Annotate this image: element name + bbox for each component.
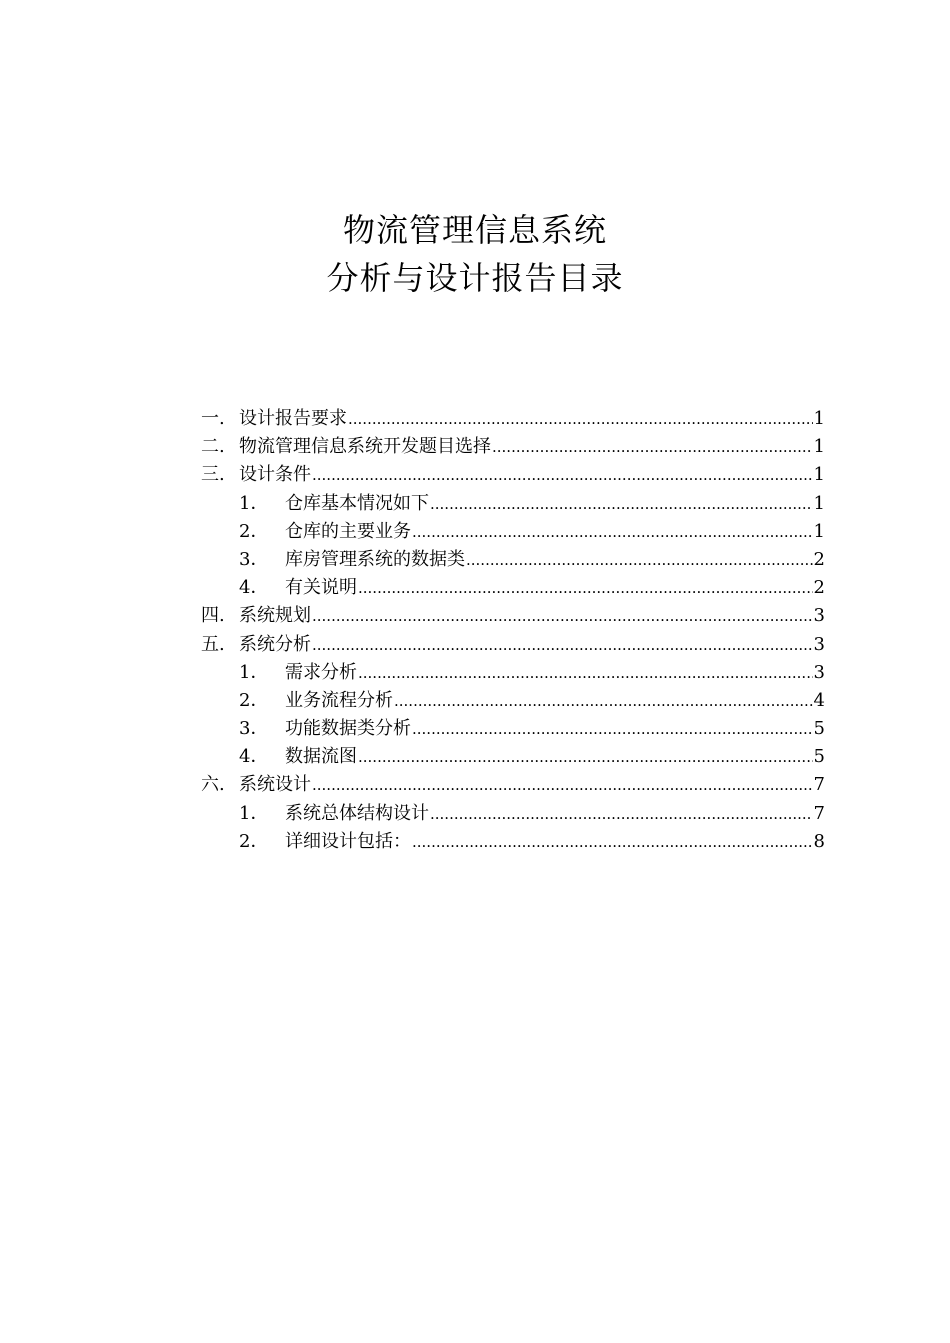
toc-entry-page: 3 [813,605,825,627]
toc-entry-title: 功能数据类分析 [285,718,411,740]
toc-leader-dots [358,659,813,687]
toc-entry-title: 数据流图 [285,746,357,768]
toc-entry-title: 系统分析 [239,633,311,655]
toc-entry-page: 1 [813,436,825,458]
toc-entry[interactable] [201,433,825,461]
toc-entry-number: 四. [201,605,225,627]
toc-entry-page: 1 [813,492,825,514]
toc-entry[interactable] [201,461,825,489]
toc-entry[interactable] [201,687,825,715]
table-of-contents [201,405,825,856]
toc-entry[interactable] [201,659,825,687]
toc-leader-dots [412,828,813,856]
toc-entry-number: 1． [239,492,269,514]
toc-entry-number: 1． [239,802,269,824]
toc-entry-title: 系统总体结构设计 [285,802,429,824]
toc-entry-number: 一. [201,408,225,429]
toc-entry-page: 4 [813,689,825,711]
toc-entry-title: 仓库基本情况如下 [285,492,429,514]
document-title [0,206,950,302]
toc-entry-number: 2． [239,689,269,711]
toc-leader-dots [412,715,813,743]
toc-entry[interactable] [201,715,825,743]
toc-entry-page: 7 [813,802,825,824]
toc-entry[interactable] [201,602,825,630]
toc-entry-number: 二. [201,436,225,458]
toc-entry-title: 需求分析 [285,661,357,683]
toc-leader-dots [394,687,813,715]
toc-entry[interactable] [201,631,825,659]
toc-entry-number: 三. [201,464,225,486]
toc-entry[interactable] [201,800,825,828]
toc-entry-number: 4． [239,577,269,599]
toc-entry-page: 7 [813,774,825,796]
toc-leader-dots [430,800,813,828]
toc-entry[interactable] [201,490,825,518]
toc-leader-dots [358,743,813,771]
toc-entry-number: 3． [239,718,269,740]
toc-leader-dots [430,490,813,518]
toc-entry-title: 业务流程分析 [285,689,393,711]
toc-leader-dots [348,405,813,433]
toc-leader-dots [312,631,813,659]
toc-entry-number: 3． [239,548,269,570]
toc-entry-title: 设计条件 [239,464,311,486]
toc-leader-dots [358,574,813,602]
toc-entry-page: 5 [813,746,825,768]
toc-entry[interactable] [201,743,825,771]
toc-entry[interactable] [201,771,825,799]
toc-entry-page: 5 [813,718,825,740]
toc-leader-dots [412,518,813,546]
toc-entry-page: 1 [813,464,825,486]
toc-leader-dots [312,771,813,799]
toc-leader-dots [312,461,813,489]
toc-entry-number: 2． [239,830,269,852]
toc-entry-title: 设计报告要求 [239,408,347,429]
toc-entry-number: 1． [239,661,269,683]
toc-entry-page: 1 [813,408,825,429]
toc-entry[interactable] [201,518,825,546]
toc-entry-title: 系统设计 [239,774,311,796]
toc-entry[interactable] [201,405,825,433]
toc-entry-page: 3 [813,633,825,655]
toc-entry-number: 六. [201,774,225,796]
toc-entry-title: 仓库的主要业务 [285,520,411,542]
toc-leader-dots [466,546,813,574]
toc-entry-page: 3 [813,661,825,683]
toc-entry-title: 有关说明 [285,577,357,599]
toc-leader-dots [312,602,813,630]
toc-entry[interactable] [201,546,825,574]
toc-entry[interactable] [201,828,825,856]
toc-leader-dots [492,433,813,461]
toc-entry-title: 系统规划 [239,605,311,627]
toc-entry-page: 2 [813,577,825,599]
toc-entry-title: 物流管理信息系统开发题目选择 [239,436,491,458]
toc-entry-number: 4． [239,746,269,768]
toc-entry-page: 1 [813,520,825,542]
toc-entry-page: 8 [813,830,825,852]
toc-entry-page: 2 [813,548,825,570]
toc-entry-number: 2． [239,520,269,542]
title-line-2: 分析与设计报告目录 [326,259,624,297]
title-line-1: 物流管理信息系统 [342,211,607,249]
toc-entry-number: 五. [201,633,225,655]
toc-entry-title: 库房管理系统的数据类 [285,548,465,570]
toc-entry[interactable] [201,574,825,602]
toc-entry-title: 详细设计包括： [285,830,411,852]
